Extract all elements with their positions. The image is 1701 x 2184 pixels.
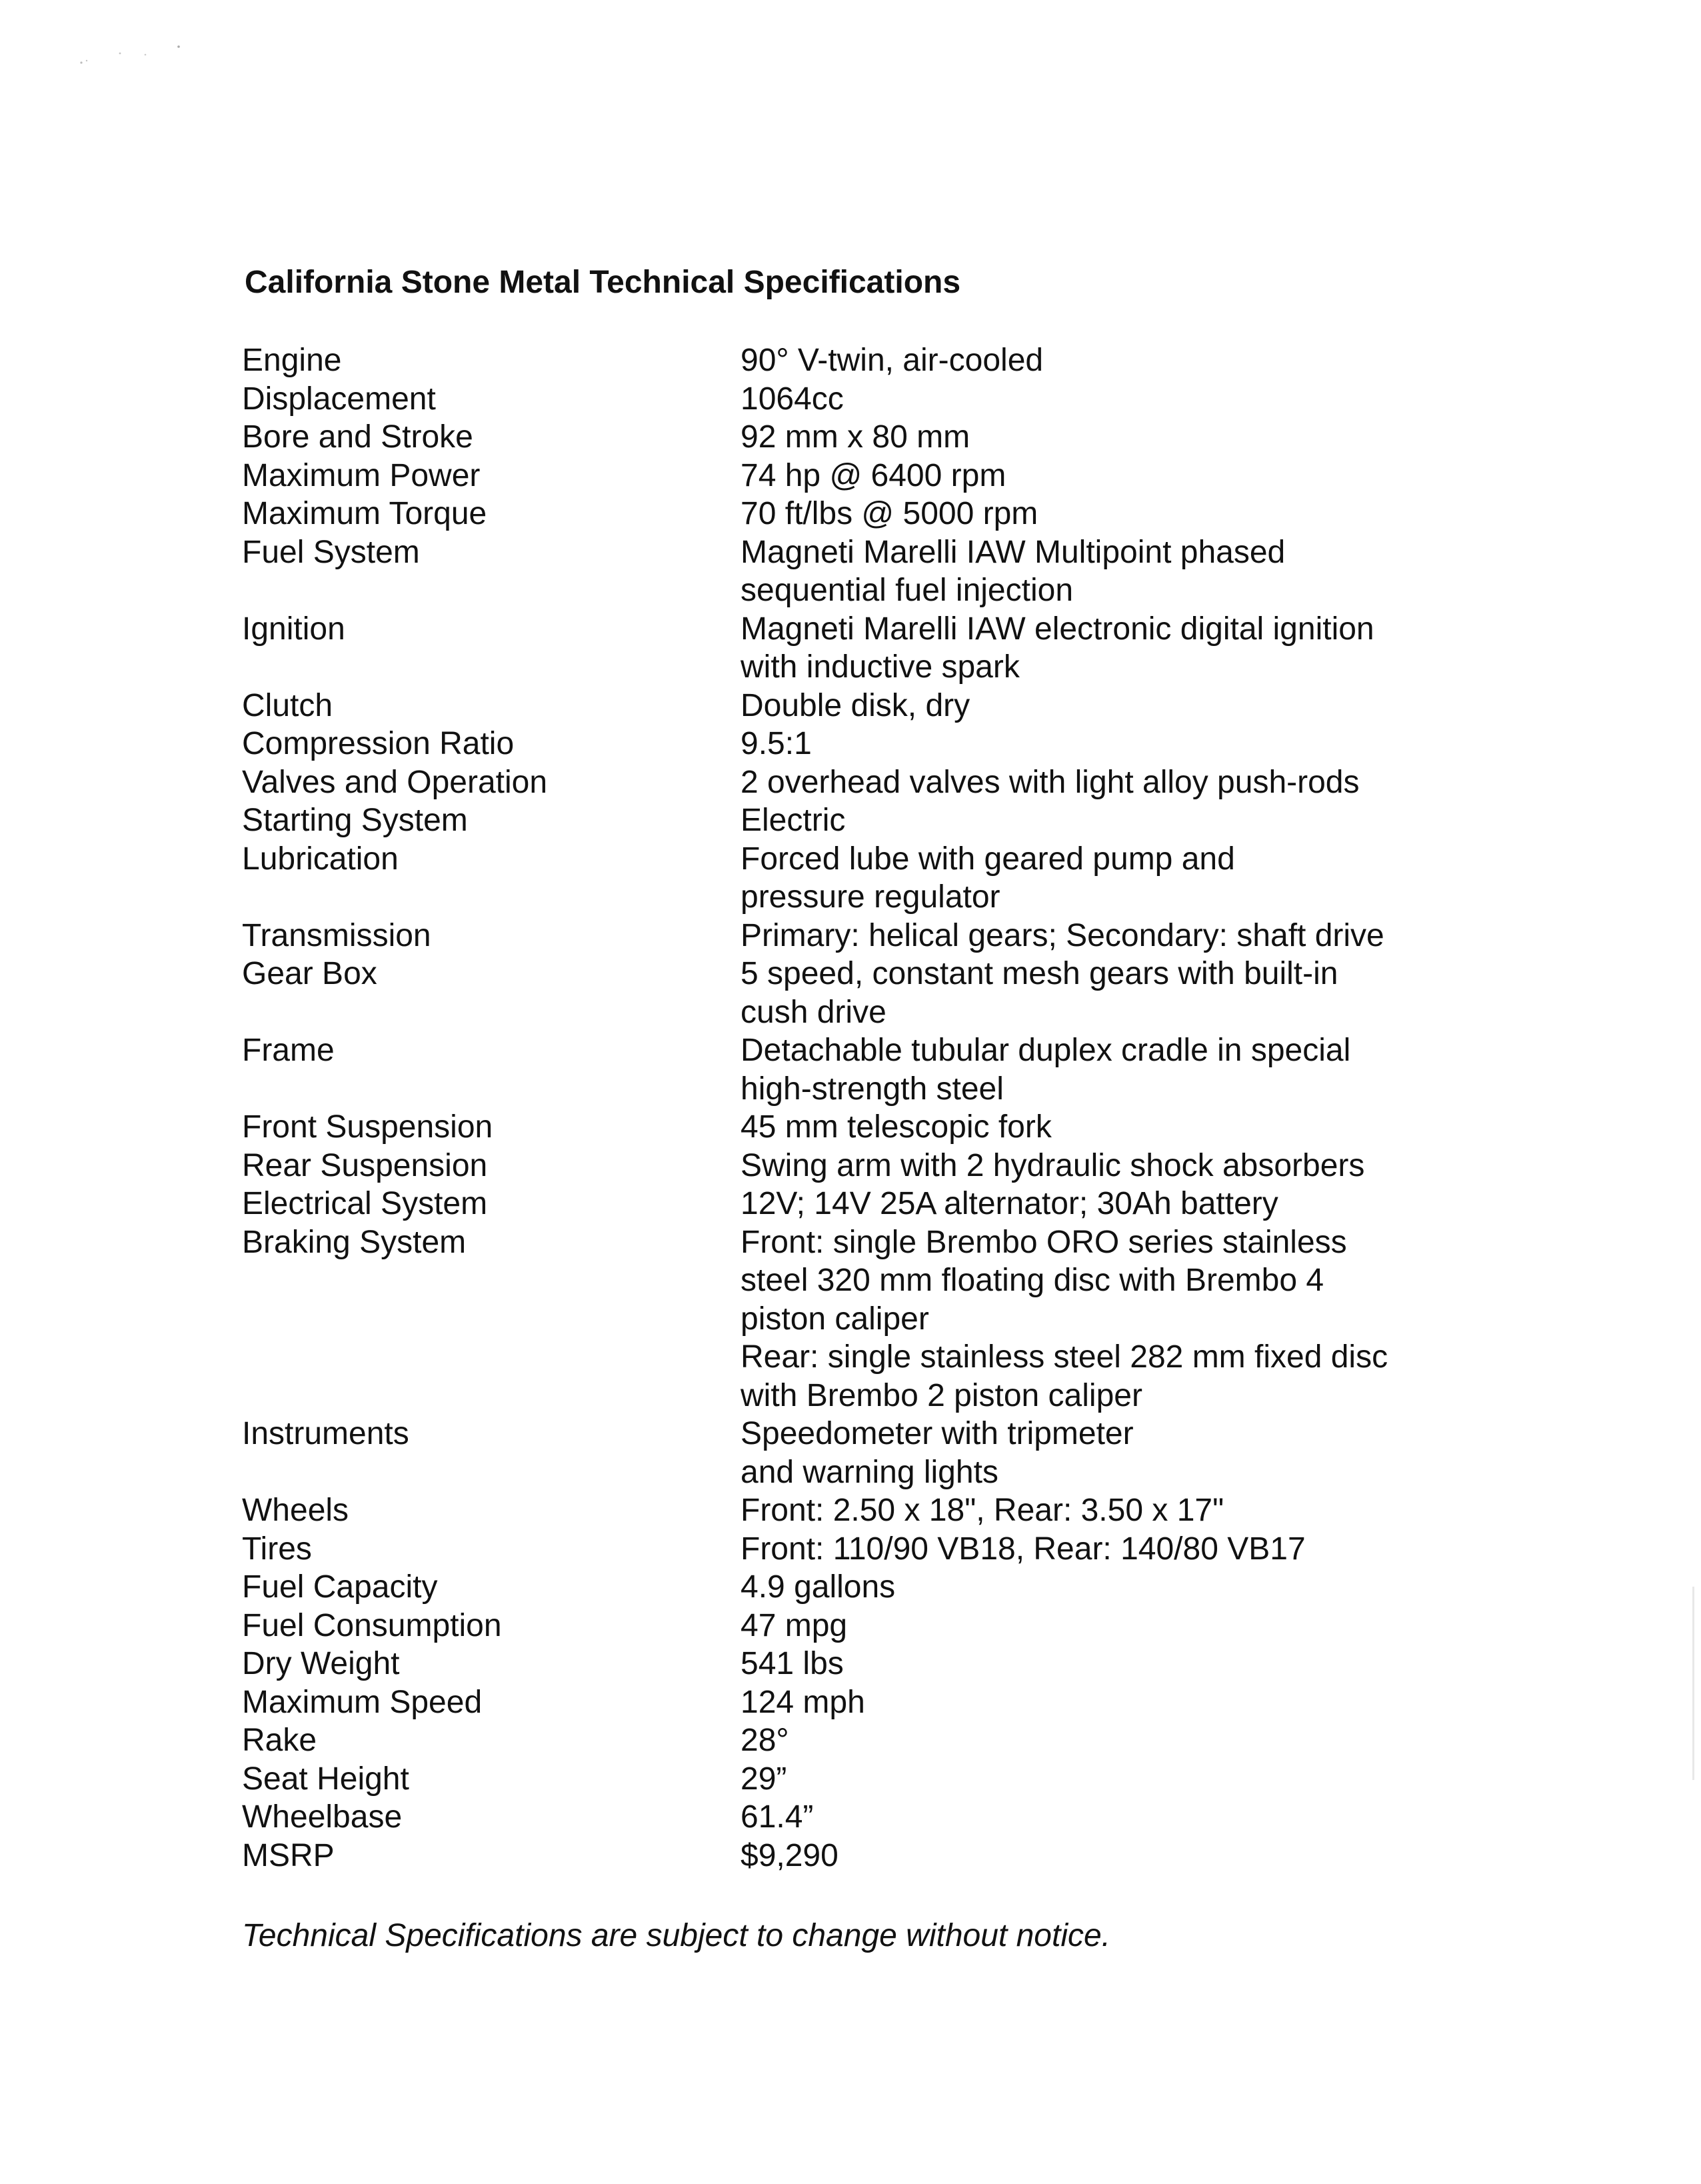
spec-value-line: 29” xyxy=(741,1761,787,1797)
spec-row-maximum-power xyxy=(242,457,1508,495)
spec-row-compression-ratio xyxy=(242,725,1508,763)
spec-row-wheelbase xyxy=(242,1798,1508,1837)
spec-value-line: Electric xyxy=(741,803,846,838)
spec-value-line: and warning lights xyxy=(741,1454,998,1490)
spec-value xyxy=(741,1798,1508,1837)
spec-row-starting-system xyxy=(242,801,1508,840)
spec-value-line: 45 mm telescopic fork xyxy=(741,1109,1052,1145)
spec-value xyxy=(741,457,1508,495)
spec-value-line: 5 speed, constant mesh gears with built-in xyxy=(741,956,1338,991)
spec-value xyxy=(741,1760,1508,1799)
spec-label: Maximum Speed xyxy=(242,1684,483,1720)
spec-row-lubrication xyxy=(242,840,1508,917)
spec-label: Maximum Power xyxy=(242,457,481,493)
spec-value xyxy=(741,840,1508,917)
spec-row-gear-box xyxy=(242,955,1508,1031)
spec-row-rear-suspension xyxy=(242,1147,1508,1185)
spec-row-displacement xyxy=(242,380,1508,419)
spec-row-rake xyxy=(242,1721,1508,1760)
spec-label: Displacement xyxy=(242,381,436,417)
spec-value-line: 9.5:1 xyxy=(741,726,812,761)
spec-label: Instruments xyxy=(242,1416,409,1451)
spec-value xyxy=(741,1607,1508,1645)
spec-value xyxy=(741,533,1508,610)
spec-value-line: cush drive xyxy=(741,994,886,1030)
spec-value xyxy=(741,1683,1508,1722)
spec-row-braking-system xyxy=(242,1223,1508,1415)
spec-value xyxy=(741,1415,1508,1491)
spec-table xyxy=(242,341,1508,1875)
spec-value xyxy=(741,1530,1508,1569)
spec-value xyxy=(741,801,1508,840)
scan-edge-mark xyxy=(1692,1587,1694,1780)
spec-value xyxy=(741,1645,1508,1683)
spec-value-line: 92 mm x 80 mm xyxy=(741,419,970,455)
spec-row-frame xyxy=(242,1031,1508,1108)
spec-label: Braking System xyxy=(242,1224,467,1260)
spec-label: Maximum Torque xyxy=(242,496,487,531)
spec-value-line: with inductive spark xyxy=(741,649,1020,685)
spec-value-line: 74 hp @ 6400 rpm xyxy=(741,457,1006,493)
spec-label: Front Suspension xyxy=(242,1109,493,1145)
spec-value xyxy=(741,418,1508,457)
spec-row-instruments xyxy=(242,1415,1508,1491)
spec-row-maximum-torque xyxy=(242,495,1508,533)
spec-value xyxy=(741,610,1508,687)
spec-label: Bore and Stroke xyxy=(242,419,473,455)
spec-value-line: sequential fuel injection xyxy=(741,573,1074,608)
footnote: Technical Specifications are subject to change without notice. xyxy=(242,1918,1111,1953)
spec-value-line: Magneti Marelli IAW Multipoint phased xyxy=(741,534,1286,570)
spec-value-line: Speedometer with tripmeter xyxy=(741,1416,1134,1451)
spec-value-line: piston caliper xyxy=(741,1301,929,1337)
document-title: California Stone Metal Technical Specifications xyxy=(245,265,961,300)
spec-value xyxy=(741,955,1508,1031)
spec-value-line: with Brembo 2 piston caliper xyxy=(741,1377,1142,1413)
spec-value xyxy=(741,917,1508,955)
spec-value-line: 4.9 gallons xyxy=(741,1569,896,1605)
spec-row-fuel-consumption xyxy=(242,1607,1508,1645)
spec-row-valves-and-operation xyxy=(242,763,1508,802)
spec-label: Rear Suspension xyxy=(242,1147,488,1183)
spec-label: Fuel Capacity xyxy=(242,1569,438,1605)
spec-value xyxy=(741,1223,1508,1415)
spec-label: Engine xyxy=(242,343,342,378)
spec-label: Valves and Operation xyxy=(242,764,548,800)
spec-label: Transmission xyxy=(242,917,431,953)
spec-label: Clutch xyxy=(242,687,333,723)
spec-row-fuel-system xyxy=(242,533,1508,610)
spec-label: Tires xyxy=(242,1531,312,1567)
spec-label: Fuel System xyxy=(242,534,420,570)
spec-row-electrical-system xyxy=(242,1185,1508,1223)
spec-value-line: 12V; 14V 25A alternator; 30Ah battery xyxy=(741,1186,1278,1221)
spec-value-line: pressure regulator xyxy=(741,879,1000,915)
spec-value xyxy=(741,763,1508,802)
spec-row-msrp xyxy=(242,1837,1508,1875)
spec-value-line: Front: single Brembo ORO series stainless xyxy=(741,1224,1347,1260)
spec-row-maximum-speed xyxy=(242,1683,1508,1722)
spec-label: Starting System xyxy=(242,803,468,838)
spec-value xyxy=(741,380,1508,419)
spec-label: Rake xyxy=(242,1723,317,1758)
spec-value-line: Double disk, dry xyxy=(741,687,970,723)
spec-row-front-suspension xyxy=(242,1108,1508,1147)
spec-value xyxy=(741,1108,1508,1147)
spec-value xyxy=(741,725,1508,763)
spec-row-wheels xyxy=(242,1491,1508,1530)
spec-label: Seat Height xyxy=(242,1761,409,1797)
spec-label: Electrical System xyxy=(242,1186,488,1221)
spec-row-engine xyxy=(242,341,1508,380)
spec-value xyxy=(741,1491,1508,1530)
spec-row-transmission xyxy=(242,917,1508,955)
spec-label: Lubrication xyxy=(242,841,399,877)
spec-value-line: Rear: single stainless steel 282 mm fixed disc xyxy=(741,1339,1388,1375)
spec-value-line: 541 lbs xyxy=(741,1646,844,1681)
spec-value-line: Forced lube with geared pump and xyxy=(741,841,1235,877)
spec-value-line: Primary: helical gears; Secondary: shaft drive xyxy=(741,917,1384,953)
spec-value-line: 47 mpg xyxy=(741,1607,848,1643)
spec-value-line: 1064cc xyxy=(741,381,844,417)
spec-value xyxy=(741,1185,1508,1223)
spec-row-ignition xyxy=(242,610,1508,687)
scan-specks xyxy=(47,40,193,67)
spec-value-line: 90° V-twin, air-cooled xyxy=(741,343,1044,378)
spec-label: Frame xyxy=(242,1033,335,1068)
spec-value-line: 2 overhead valves with light alloy push-rods xyxy=(741,764,1360,800)
spec-value-line: $9,290 xyxy=(741,1837,839,1873)
spec-label: Wheelbase xyxy=(242,1799,403,1835)
spec-row-dry-weight xyxy=(242,1645,1508,1683)
spec-value xyxy=(741,1837,1508,1875)
spec-value-line: 61.4” xyxy=(741,1799,814,1835)
spec-label: Gear Box xyxy=(242,956,377,991)
spec-value xyxy=(741,1147,1508,1185)
spec-value-line: high-strength steel xyxy=(741,1071,1004,1107)
spec-label: Ignition xyxy=(242,611,345,647)
spec-value xyxy=(741,1568,1508,1607)
spec-value-line: Detachable tubular duplex cradle in special xyxy=(741,1033,1351,1068)
spec-value xyxy=(741,1721,1508,1760)
spec-value-line: 70 ft/lbs @ 5000 rpm xyxy=(741,496,1038,531)
spec-value xyxy=(741,1031,1508,1108)
spec-value-line: Front: 110/90 VB18, Rear: 140/80 VB17 xyxy=(741,1531,1306,1567)
spec-value-line: 28° xyxy=(741,1723,789,1758)
spec-value-line: Front: 2.50 x 18", Rear: 3.50 x 17" xyxy=(741,1493,1224,1528)
spec-row-clutch xyxy=(242,687,1508,725)
spec-label: Dry Weight xyxy=(242,1646,400,1681)
spec-label: Fuel Consumption xyxy=(242,1607,502,1643)
spec-row-bore-and-stroke xyxy=(242,418,1508,457)
spec-value xyxy=(741,687,1508,725)
spec-value-line: steel 320 mm floating disc with Brembo 4 xyxy=(741,1263,1324,1298)
spec-label: MSRP xyxy=(242,1837,335,1873)
spec-label: Wheels xyxy=(242,1493,349,1528)
spec-value-line: 124 mph xyxy=(741,1684,865,1720)
spec-value-line: Magneti Marelli IAW electronic digital ignition xyxy=(741,611,1374,647)
spec-value-line: Swing arm with 2 hydraulic shock absorbers xyxy=(741,1147,1365,1183)
spec-row-seat-height xyxy=(242,1760,1508,1799)
spec-row-tires xyxy=(242,1530,1508,1569)
spec-value xyxy=(741,495,1508,533)
spec-label: Compression Ratio xyxy=(242,726,515,761)
spec-row-fuel-capacity xyxy=(242,1568,1508,1607)
spec-value xyxy=(741,341,1508,380)
